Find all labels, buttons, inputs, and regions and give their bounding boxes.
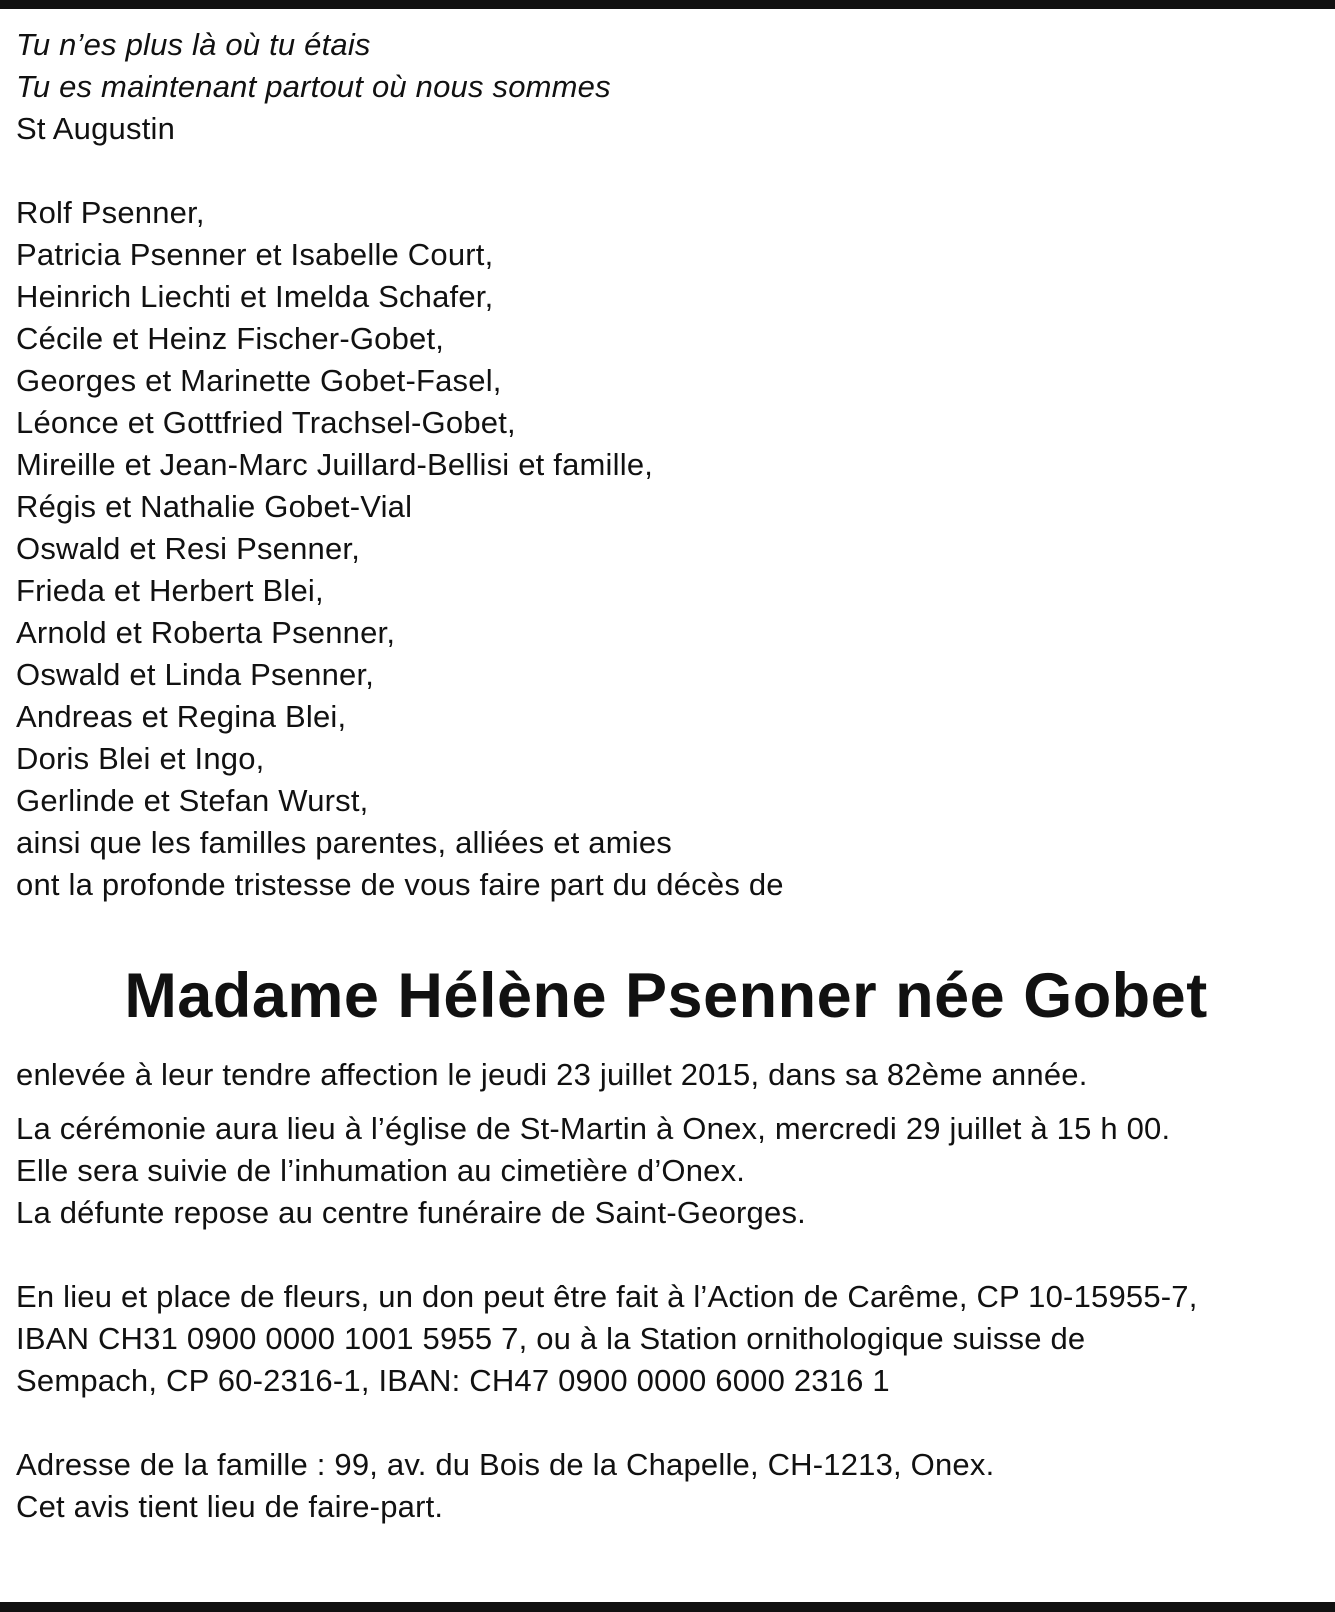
donation-line: Sempach, CP 60-2316-1, IBAN: CH47 0900 0000 6000 2316 1 [16, 1363, 890, 1398]
obituary-notice [16, 24, 1316, 1528]
epigraph-line: Tu n’es plus là où tu étais [16, 27, 371, 62]
mourner-line: Oswald et Linda Psenner, [16, 657, 375, 692]
death-announcement: enlevée à leur tendre affection le jeudi 23 juillet 2015, dans sa 82ème année. [16, 1057, 1088, 1092]
ceremony-line: La cérémonie aura lieu à l’église de St-Martin à Onex, mercredi 29 juillet à 15 h 00. [16, 1111, 1171, 1146]
mourner-line: Arnold et Roberta Psenner, [16, 615, 396, 650]
mourner-line: ainsi que les familles parentes, alliées et amies [16, 825, 672, 860]
mourner-line: Oswald et Resi Psenner, [16, 531, 361, 566]
ceremony-line: Elle sera suivie de l’inhumation au cimetière d’Onex. [16, 1153, 746, 1188]
mourner-line: Frieda et Herbert Blei, [16, 573, 324, 608]
mourner-line: Rolf Psenner, [16, 195, 205, 230]
mourner-line: Régis et Nathalie Gobet-Vial [16, 489, 413, 524]
ceremony-line: La défunte repose au centre funéraire de Saint-Georges. [16, 1195, 806, 1230]
donation-info [16, 1276, 1316, 1402]
closing-info [16, 1444, 1316, 1528]
donation-line: IBAN CH31 0900 0000 1001 5955 7, ou à la Station ornithologique suisse de [16, 1321, 1086, 1356]
spacer [16, 1096, 1316, 1108]
epigraph-line: Tu es maintenant partout où nous sommes [16, 69, 611, 104]
spacer [16, 1234, 1316, 1276]
mourner-line: ont la profonde tristesse de vous faire part du décès de [16, 867, 784, 902]
mourners-list [16, 192, 1316, 906]
mourner-line: Léonce et Gottfried Trachsel-Gobet, [16, 405, 516, 440]
family-address: Adresse de la famille : 99, av. du Bois de la Chapelle, CH-1213, Onex. [16, 1447, 995, 1482]
mourner-line: Doris Blei et Ingo, [16, 741, 265, 776]
epigraph [16, 24, 1316, 150]
mourner-line: Georges et Marinette Gobet-Fasel, [16, 363, 502, 398]
bottom-border-rule [0, 1602, 1335, 1612]
spacer [16, 1402, 1316, 1444]
mourner-line: Patricia Psenner et Isabelle Court, [16, 237, 494, 272]
mourner-line: Gerlinde et Stefan Wurst, [16, 783, 369, 818]
epigraph-author: St Augustin [16, 111, 176, 146]
mourner-line: Mireille et Jean-Marc Juillard-Bellisi et famille, [16, 447, 654, 482]
spacer [16, 150, 1316, 192]
ceremony-details [16, 1108, 1316, 1234]
deceased-name: Madame Hélène Psenner née Gobet [124, 961, 1208, 1031]
mourner-line: Cécile et Heinz Fischer-Gobet, [16, 321, 445, 356]
closing-note: Cet avis tient lieu de faire-part. [16, 1489, 444, 1524]
donation-line: En lieu et place de fleurs, un don peut être fait à l’Action de Carême, CP 10-15955-7, [16, 1279, 1198, 1314]
mourner-line: Andreas et Regina Blei, [16, 699, 347, 734]
mourner-line: Heinrich Liechti et Imelda Schafer, [16, 279, 494, 314]
top-border-rule [0, 0, 1335, 9]
